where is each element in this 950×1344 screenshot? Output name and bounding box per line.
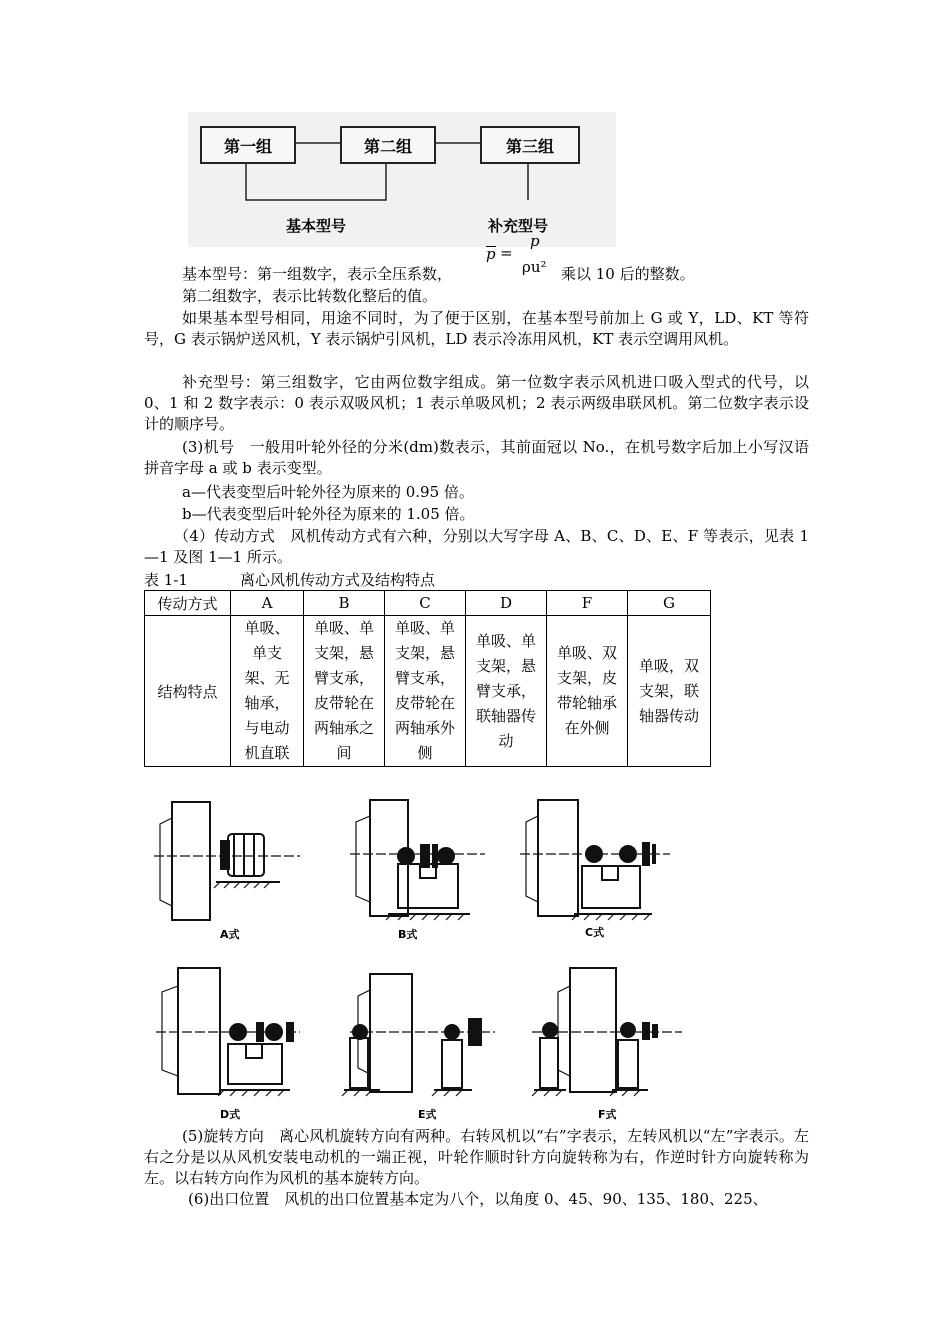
formula-equals: = <box>500 244 513 262</box>
rotation-direction-paragraph: (5)旋转方向 离心风机旋转方向有两种。右转风机以“右”字表示，左转风机以“左”字表示。左右之分是以从风机安装电动机的一端正视，叶轮作顺时针方向旋转称为右，作逆时针方向旋转称为左。以右转方向作为风机的基本旋转方向。 <box>144 1127 809 1187</box>
supplement-model-label: 补充型号 <box>488 217 549 235</box>
formula-lhs: p <box>486 245 496 263</box>
table-header-cell: D <box>466 591 547 616</box>
supplement-model-paragraph: 补充型号：第三组数字，它由两位数字组成。第一位数字表示风机进口吸入型式的代号，以 0、1 和 2 数字表示：0 表示双吸风机；1 表示单吸风机；2 表示两级串联风机。第二位数字表示设计的顺序号。 <box>144 373 809 433</box>
table-cell-text: 单吸、单支架，悬臂支承，联轴器传动 <box>475 631 536 750</box>
variant-b-text: b—代表变型后叶轮外径为原来的 1.05 倍。 <box>182 505 475 523</box>
drive-mode-table <box>144 590 711 767</box>
table-cell <box>628 616 711 767</box>
group-one-box: 第一组 <box>200 126 296 164</box>
pressure-coefficient-formula <box>486 232 556 282</box>
table-cell-text: 单吸、单支架，悬臂支承，皮带轮在两轴承之间 <box>313 619 374 762</box>
second-group-text: 第二组数字，表示比转数化整后的值。 <box>182 287 438 305</box>
table-cell <box>231 616 304 767</box>
group-three-box: 第三组 <box>480 126 580 164</box>
fan-drawing-e <box>342 974 495 1096</box>
figure-caption-d: D式 <box>220 1108 241 1121</box>
fan-drawing-a <box>154 802 300 920</box>
outlet-position-paragraph: (6)出口位置 风机的出口位置基本定为八个，以角度 0、45、90、135、180、225、 <box>188 1190 768 1208</box>
same-model-paragraph: 如果基本型号相同，用途不同时，为了便于区别，在基本型号前加上 G 或 Y，LD、KT 等符号，G 表示锅炉送风机，Y 表示锅炉引风机，LD 表示冷冻用风机，KT 表示空调用风机。 <box>144 309 809 348</box>
table-header-cell: F <box>547 591 628 616</box>
fan-drawing-d <box>156 968 300 1096</box>
formula-denominator: ρu² <box>522 258 547 276</box>
variant-a-text: a—代表变型后叶轮外径为原来的 0.95 倍。 <box>182 483 474 501</box>
table-caption-number: 表 1-1 <box>144 571 188 589</box>
table-header-cell: B <box>304 591 385 616</box>
basic-model-text-tail: 乘以 10 后的整数。 <box>561 265 695 283</box>
figure-caption-b: B式 <box>398 928 418 941</box>
figure-caption-a: A式 <box>220 928 240 941</box>
basic-model-label: 基本型号 <box>286 217 347 235</box>
machine-number-paragraph: (3)机号 一般用叶轮外径的分米(dm)数表示，其前面冠以 No.，在机号数字后加上小写汉语拼音字母 a 或 b 表示变型。 <box>144 438 809 477</box>
table-cell <box>466 616 547 767</box>
group-two-box: 第二组 <box>340 126 436 164</box>
fan-drawing-b <box>350 800 485 920</box>
table-header-row <box>145 591 711 616</box>
table-cell <box>304 616 385 767</box>
table-cell-text: 单吸、单支架、无轴承，与电动机直联 <box>244 619 290 762</box>
table-cell <box>385 616 466 767</box>
table-cell-text: 单吸、双支架，皮带轮轴承在外侧 <box>556 644 617 737</box>
fan-drawing-c <box>520 800 670 920</box>
table-row-label: 结构特点 <box>145 616 231 767</box>
model-naming-diagram <box>188 112 616 247</box>
table-header-cell: G <box>628 591 711 616</box>
table-caption-title: 离心风机传动方式及结构特点 <box>240 571 436 589</box>
table-row <box>145 616 711 767</box>
drive-mode-paragraph: （4）传动方式 风机传动方式有六种，分别以大写字母 A、B、C、D、E、F 等表示，见表 1—1 及图 1—1 所示。 <box>144 527 809 566</box>
basic-model-text: 基本型号：第一组数字，表示全压系数， <box>182 265 453 283</box>
table-cell <box>547 616 628 767</box>
fan-drawing-f <box>532 968 682 1096</box>
table-header-cell: C <box>385 591 466 616</box>
figure-caption-f: F式 <box>598 1108 617 1121</box>
formula-numerator: p <box>530 232 540 250</box>
table-cell-text: 单吸、单支架，悬臂支承，皮带轮在两轴承外侧 <box>394 619 455 762</box>
table-header-cell: A <box>231 591 304 616</box>
drive-arrangement-figures <box>150 790 690 1120</box>
figure-caption-e: E式 <box>418 1108 437 1121</box>
table-cell-text: 单吸，双支架，联轴器传动 <box>638 656 699 725</box>
table-header-cell: 传动方式 <box>145 591 231 616</box>
figure-caption-c: C式 <box>585 926 605 939</box>
